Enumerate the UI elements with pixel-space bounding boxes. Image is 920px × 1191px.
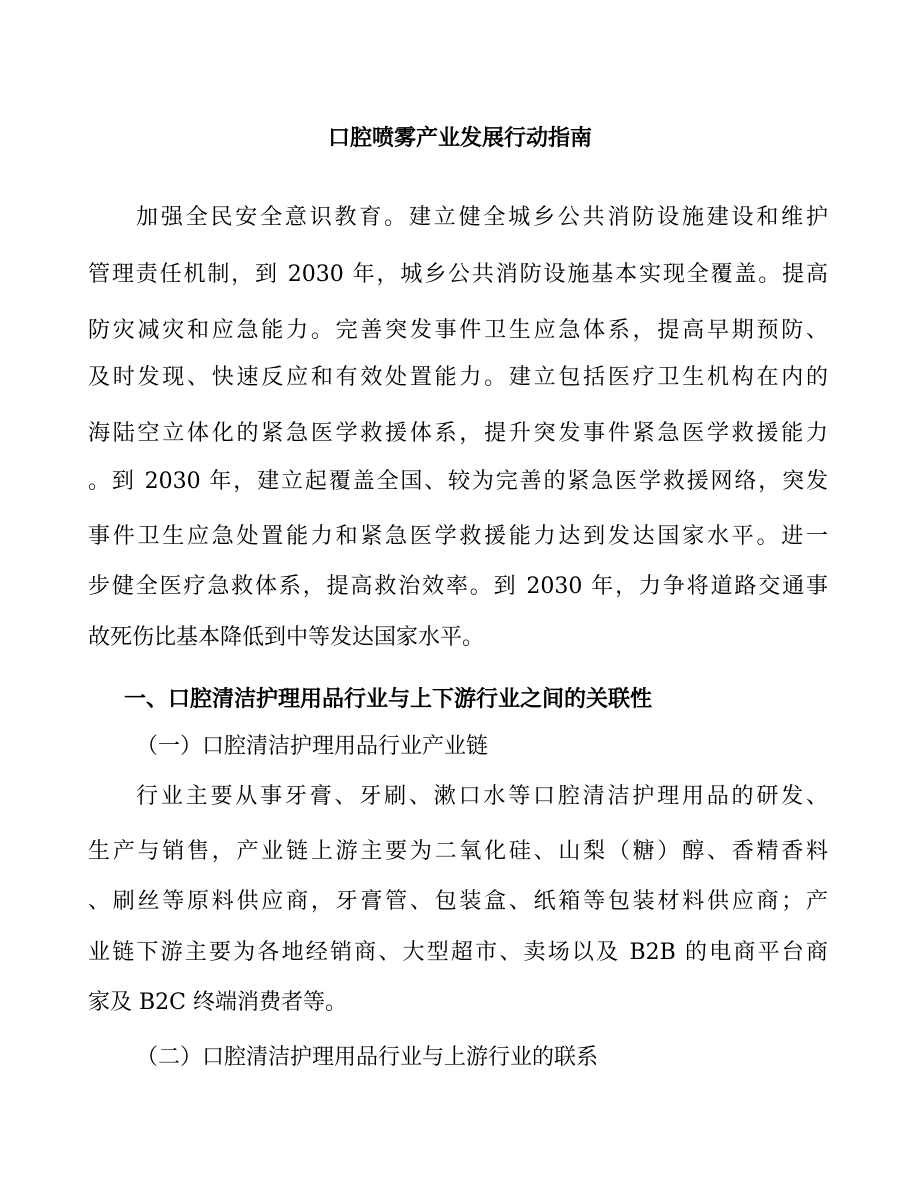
paragraph-1-line-8: 步健全医疗急救体系，提高救治效率。到 2030 年，力争将道路交通事 xyxy=(88,574,828,599)
paragraph-1-line-7: 事件卫生应急处置能力和紧急医学救援能力达到发达国家水平。进一 xyxy=(88,524,828,549)
subsection-1-heading: （一）口腔清洁护理用品行业产业链 xyxy=(136,734,489,759)
section-1-heading: 一、口腔清洁护理用品行业与上下游行业之间的关联性 xyxy=(124,686,653,712)
subsection-1-line-5: 家及 B2C 终端消费者等。 xyxy=(88,990,347,1015)
paragraph-1-line-4: 及时发现、快速反应和有效处置能力。建立包括医疗卫生机构在内的 xyxy=(88,365,828,390)
paragraph-1-line-3: 防灾减灾和应急能力。完善突发事件卫生应急体系，提高早期预防、 xyxy=(88,318,828,343)
paragraph-1-line-6: 。到 2030 年，建立起覆盖全国、较为完善的紧急医学救援网络，突发 xyxy=(88,469,828,494)
document-title: 口腔喷雾产业发展行动指南 xyxy=(327,125,592,151)
subsection-1-line-4: 业链下游主要为各地经销商、大型超市、卖场以及 B2B 的电商平台商 xyxy=(88,940,828,965)
paragraph-1-line-9: 故死伤比基本降低到中等发达国家水平。 xyxy=(88,625,485,650)
subsection-1-line-3: 、刷丝等原料供应商，牙膏管、包装盒、纸箱等包装材料供应商；产 xyxy=(88,889,828,914)
subsection-1-line-1: 行业主要从事牙膏、牙刷、漱口水等口腔清洁护理用品的研发、 xyxy=(136,784,828,809)
paragraph-1-line-2: 管理责任机制，到 2030 年，城乡公共消防设施基本实现全覆盖。提高 xyxy=(88,262,828,287)
paragraph-1-line-5: 海陆空立体化的紧急医学救援体系，提升突发事件紧急医学救援能力 xyxy=(88,421,828,446)
subsection-2-heading: （二）口腔清洁护理用品行业与上游行业的联系 xyxy=(136,1045,599,1070)
subsection-1-line-2: 生产与销售，产业链上游主要为二氧化硅、山梨（糖）醇、香精香料 xyxy=(88,839,828,864)
paragraph-1-line-1: 加强全民安全意识教育。建立健全城乡公共消防设施建设和维护 xyxy=(136,205,828,230)
